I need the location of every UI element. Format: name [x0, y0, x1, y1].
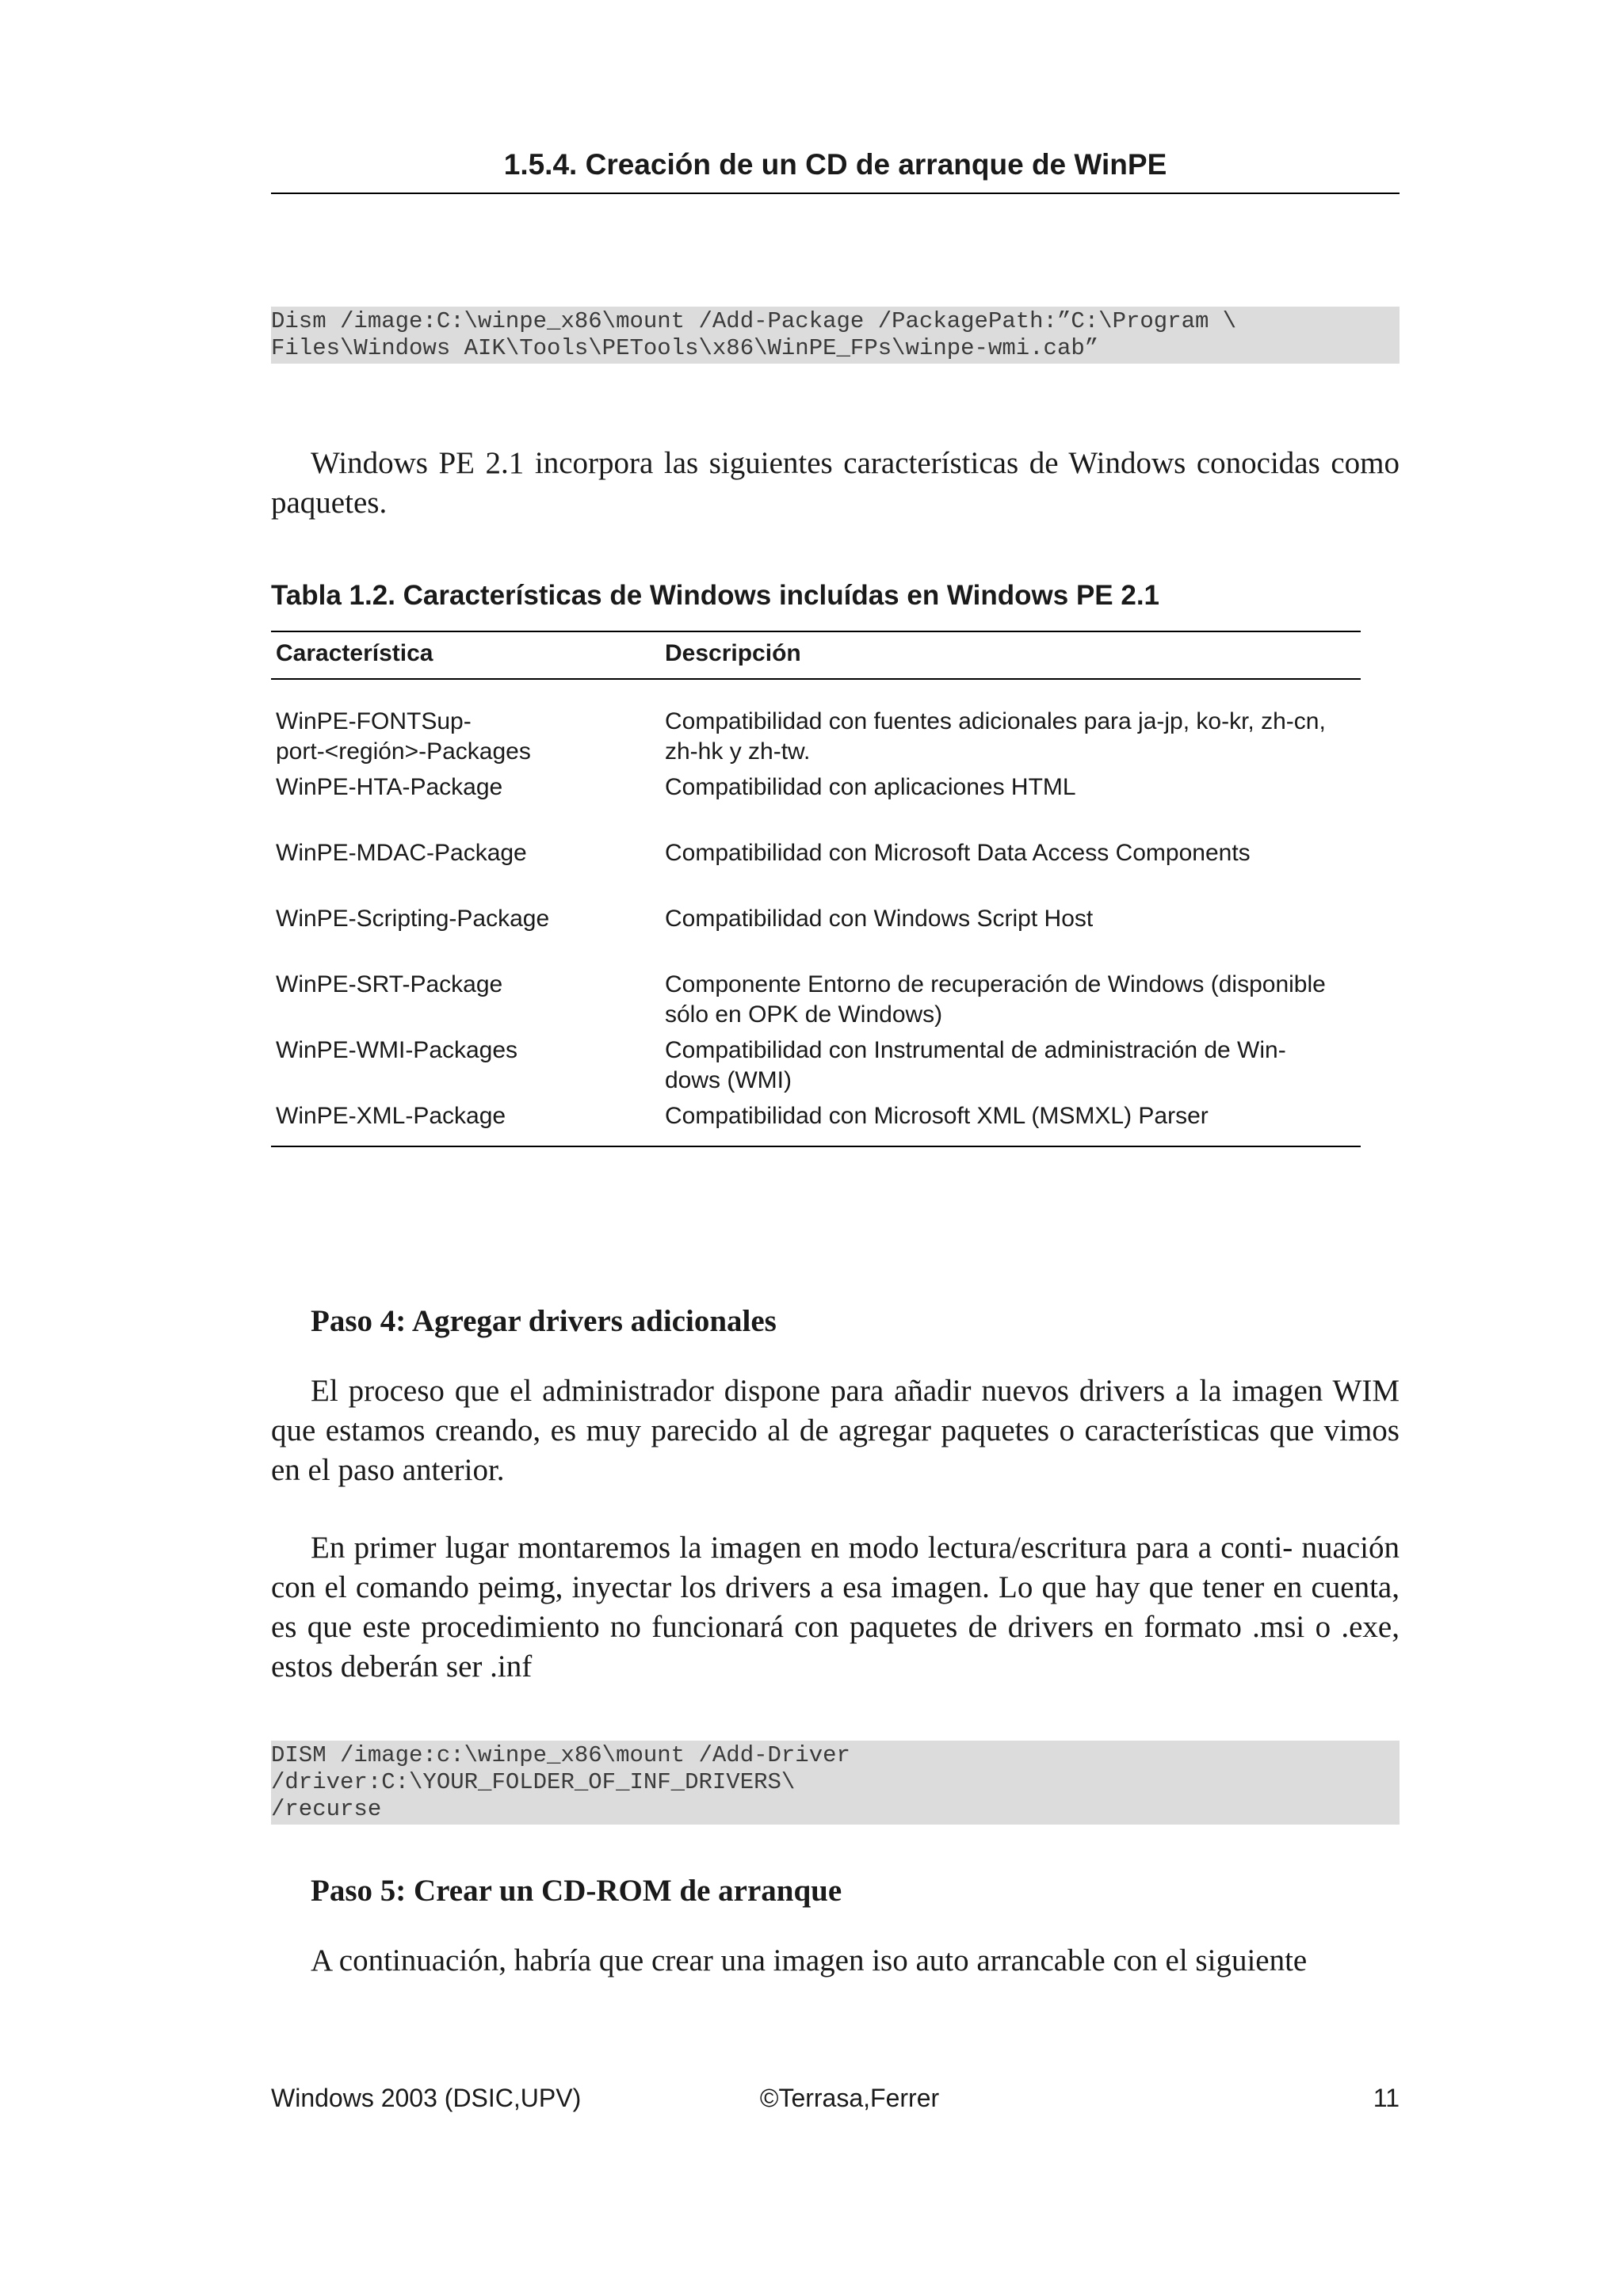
- step4-heading: Paso 4: Agregar drivers adicionales: [311, 1304, 777, 1338]
- step5-heading: Paso 5: Crear un CD-ROM de arranque: [311, 1874, 842, 1908]
- page-header-title: 1.5.4. Creación de un CD de arranque de WinPE: [503, 148, 1167, 181]
- column-header-feature: Característica: [271, 631, 660, 679]
- table-row: [271, 1035, 1361, 1101]
- step4-paragraph-1: El proceso que el administrador dispone para añadir nuevos drivers a la imagen WIM que estamos creando, es muy parecido al de agregar paquetes o características que vimos en el paso anterior.: [271, 1374, 1400, 1487]
- feature-cell: WinPE-SRT-Package: [276, 971, 503, 997]
- column-header-description: Descripción: [660, 631, 1361, 679]
- code-block-add-package: [271, 307, 1400, 364]
- code-line: Files\Windows AIK\Tools\PETools\x86\WinPE_FPs\winpe-wmi.cab”: [271, 335, 1099, 361]
- code-line: Dism /image:C:\winpe_x86\mount /Add-Package /PackagePath:”C:\Program \: [271, 308, 1237, 334]
- description-cell: Compatibilidad con aplicaciones HTML: [665, 774, 1076, 800]
- description-cell: Compatibilidad con Windows Script Host: [665, 906, 1094, 932]
- table-row: [271, 904, 1361, 970]
- description-cell: Componente Entorno de recuperación de Windows (disponible sólo en OPK de Windows): [665, 971, 1326, 1028]
- code-line: /driver:C:\YOUR_FOLDER_OF_INF_DRIVERS\: [271, 1769, 796, 1795]
- table-row: [271, 772, 1361, 838]
- table-row: [271, 970, 1361, 1035]
- table-row: [271, 1101, 1361, 1146]
- feature-cell: WinPE-WMI-Packages: [276, 1037, 518, 1063]
- feature-cell: WinPE-Scripting-Package: [276, 906, 550, 932]
- table-header-row: [271, 631, 1361, 679]
- step4-paragraph-2: En primer lugar montaremos la imagen en modo lectura/escritura para a conti- nuación con el comando peimg, inyectar los drivers a esa imagen. Lo que hay que tener en cuenta, es que este procedimiento no funcionará con paquetes de drivers en formato .msi o .exe, estos deberán ser .inf: [271, 1531, 1400, 1684]
- feature-cell: WinPE-MDAC-Package: [276, 840, 527, 866]
- description-cell: Compatibilidad con Microsoft Data Access Components: [665, 840, 1251, 866]
- footer-authors: ©Terrasa,Ferrer: [759, 2084, 940, 2112]
- header-rule: [271, 193, 1400, 194]
- page-number: 11: [1373, 2084, 1400, 2112]
- code-block-add-driver: [271, 1741, 1400, 1825]
- description-cell: Compatibilidad con fuentes adicionales para ja-jp, ko-kr, zh-cn, zh-hk y zh-tw.: [665, 708, 1326, 765]
- step5-paragraph-1: A continuación, habría que crear una imagen iso auto arrancable con el siguiente: [311, 1943, 1308, 1978]
- feature-cell: WinPE-XML-Package: [271, 1101, 660, 1146]
- table-row: [271, 679, 1361, 772]
- description-cell: Compatibilidad con Microsoft XML (MSMXL) Parser: [660, 1101, 1361, 1146]
- intro-paragraph: Windows PE 2.1 incorpora las siguientes características de Windows conocidas como paquetes.: [271, 446, 1400, 520]
- feature-cell: WinPE-FONTSup- port-<región>-Packages: [276, 708, 531, 765]
- table-caption: Tabla 1.2. Características de Windows incluídas en Windows PE 2.1: [271, 580, 1160, 611]
- feature-cell: WinPE-HTA-Package: [276, 774, 503, 800]
- features-table: [271, 631, 1361, 1147]
- footer-course: Windows 2003 (DSIC,UPV): [271, 2084, 582, 2112]
- description-cell: Compatibilidad con Instrumental de administración de Win- dows (WMI): [665, 1037, 1286, 1093]
- code-line: /recurse: [271, 1796, 382, 1822]
- code-line: DISM /image:c:\winpe_x86\mount /Add-Driver: [271, 1742, 850, 1768]
- table-row: [271, 838, 1361, 904]
